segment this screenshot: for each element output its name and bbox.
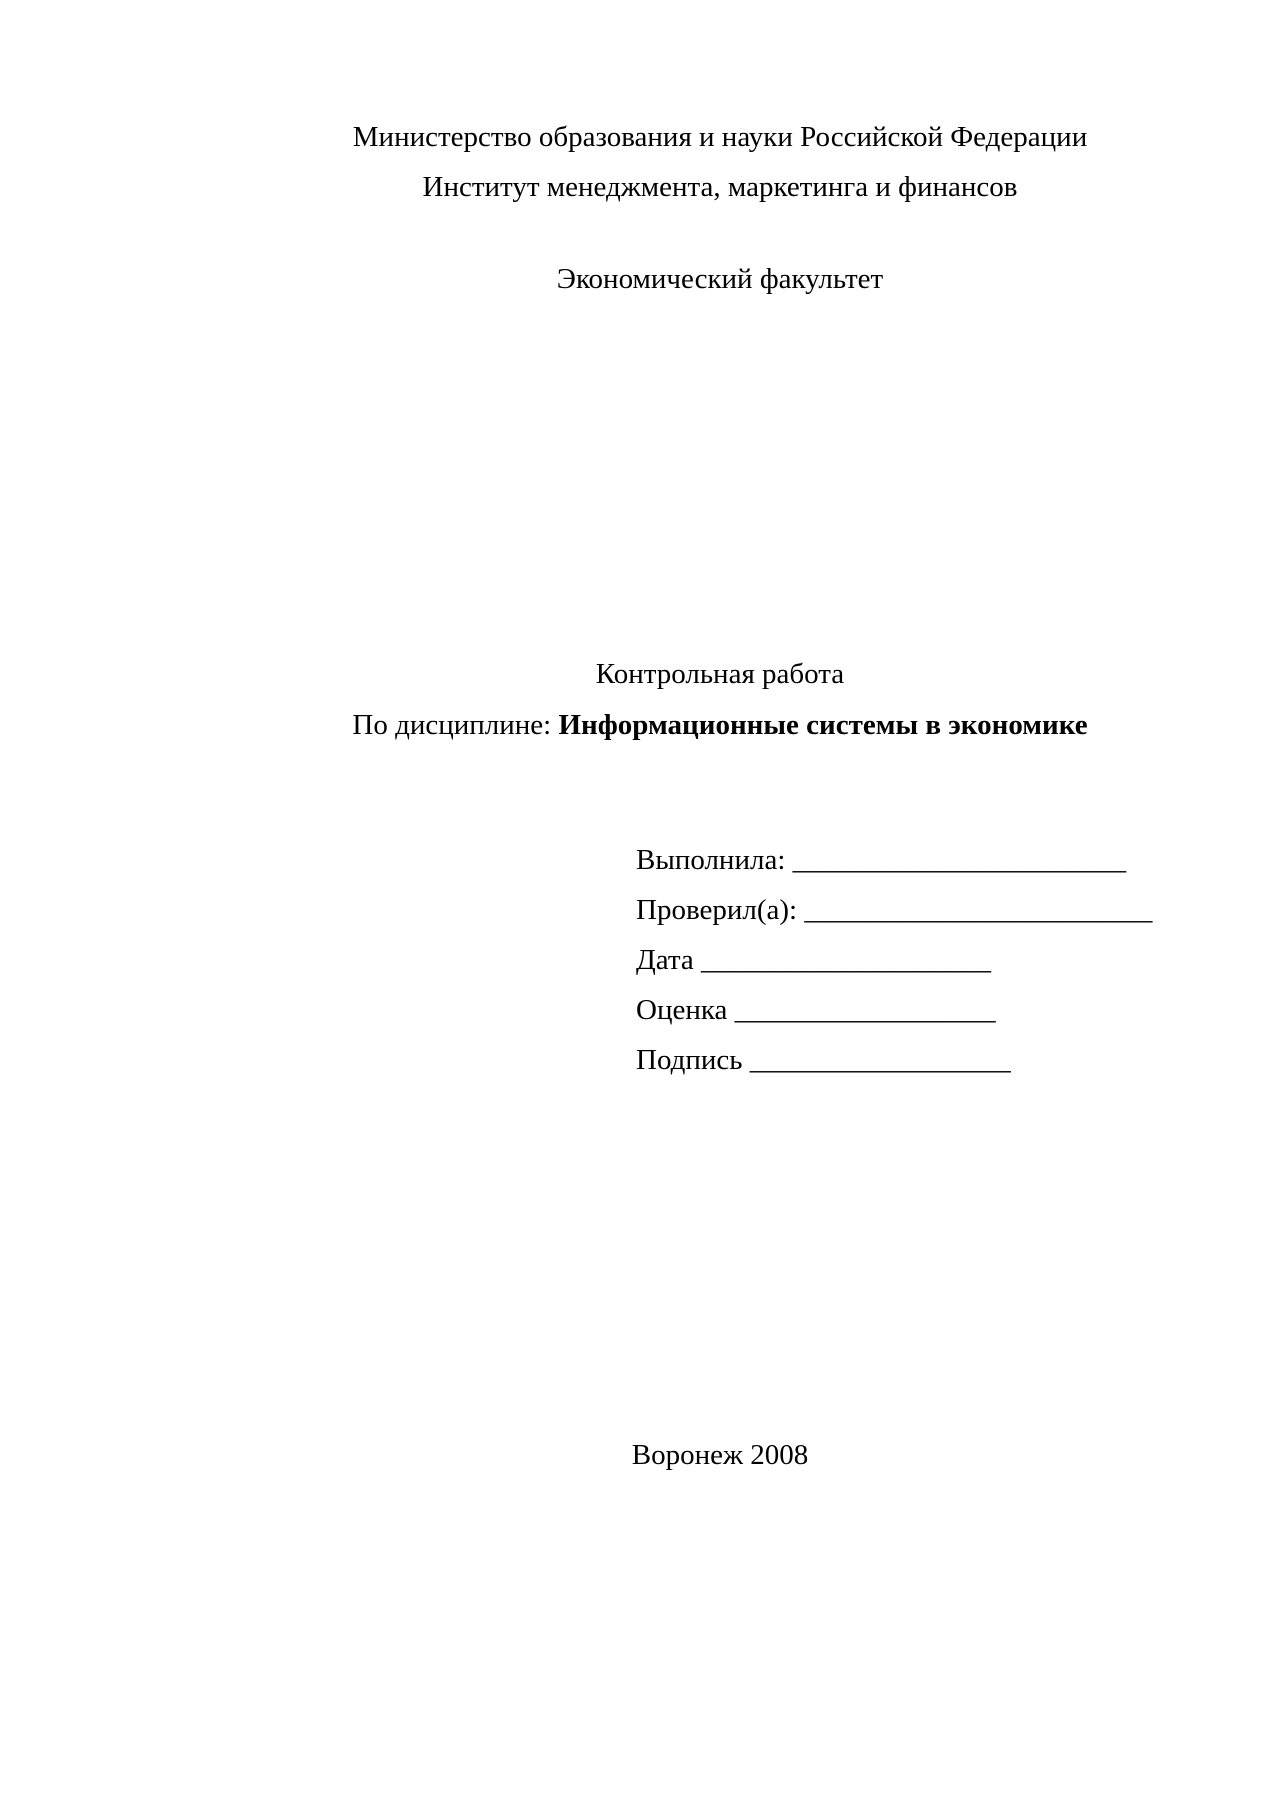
institute-heading: Институт менеджмента, маркетинга и финансов [422, 171, 1018, 203]
discipline-line [0, 708, 1280, 742]
date-field: Дата ____________________ [636, 944, 992, 976]
faculty-heading: Экономический факультет [556, 263, 884, 295]
signature-field: Подпись __________________ [636, 1044, 1011, 1076]
checked-by-field: Проверил(а): ________________________ [636, 894, 1153, 926]
performed-by-field: Выполнила: _______________________ [636, 844, 1127, 876]
discipline-name: Информационные системы в экономике [558, 709, 1088, 741]
discipline-prefix: По дисциплине: [352, 709, 559, 741]
grade-field: Оценка __________________ [636, 994, 996, 1026]
work-type-title: Контрольная работа [595, 658, 845, 690]
ministry-heading: Министерство образования и науки Российской Федерации [352, 121, 1088, 153]
city-year-footer: Воронеж 2008 [631, 1439, 809, 1471]
